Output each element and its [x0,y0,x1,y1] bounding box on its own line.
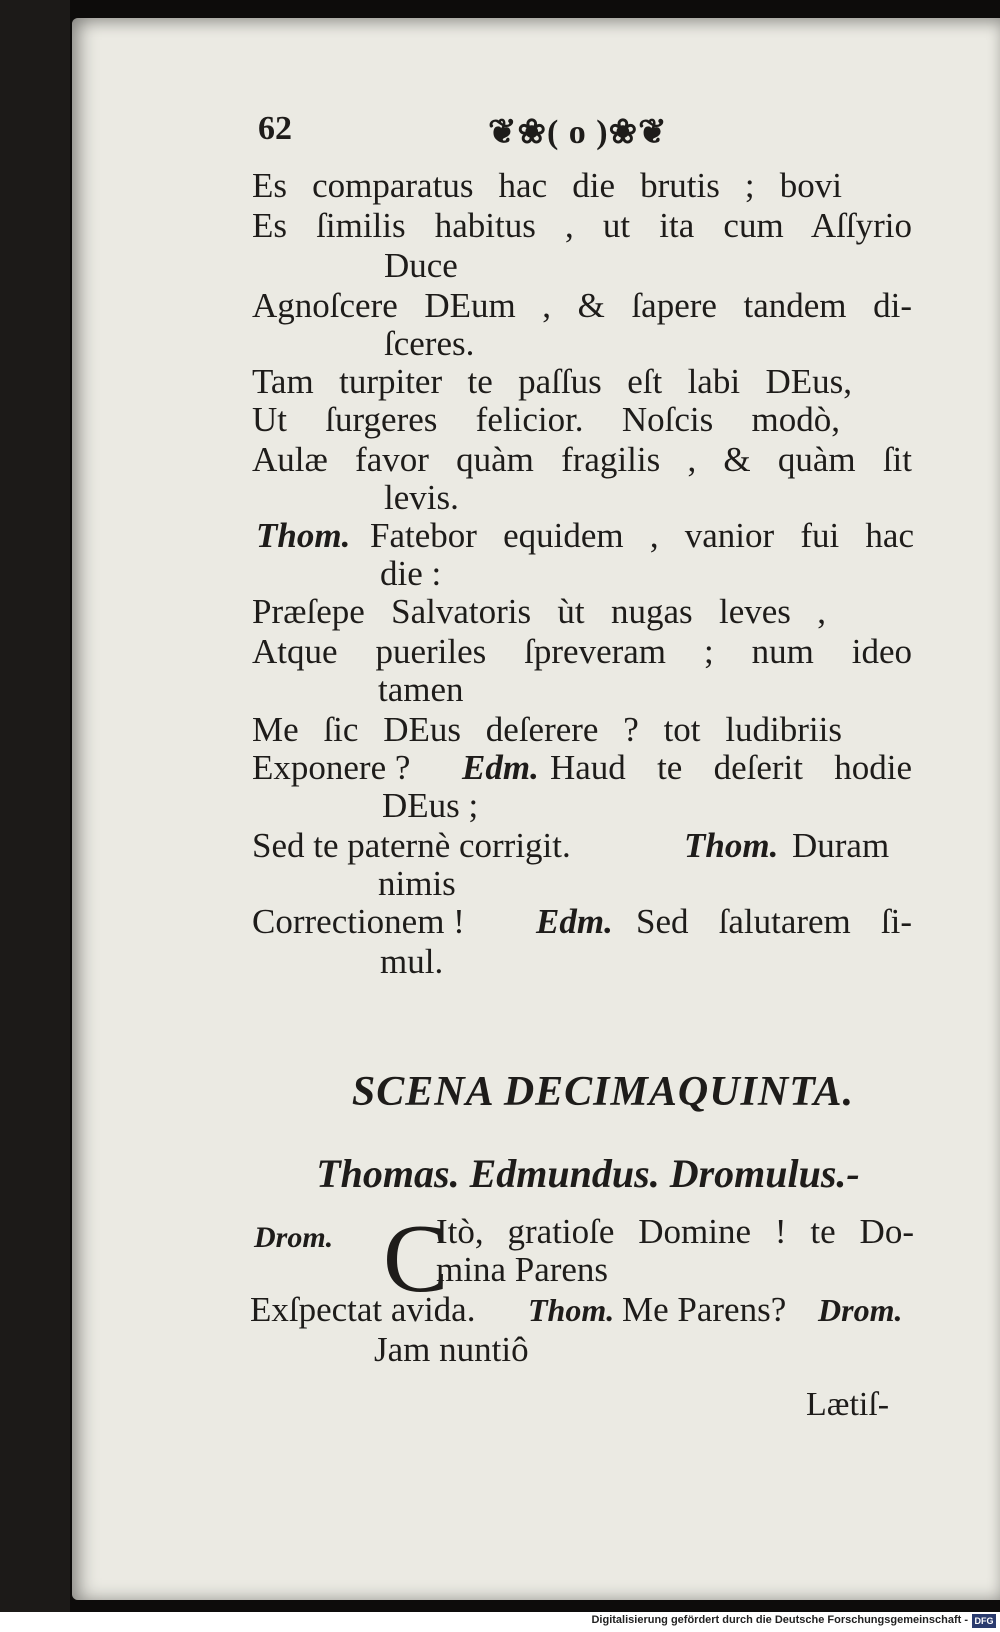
verse-line: Me Parens? [622,1290,787,1329]
verse-line: Tam turpiter te paſſus eſt labi DEus, [252,362,852,401]
header-ornament: ❦❀( o )❀❦ [488,114,668,151]
speaker-drom: Drom. [818,1292,903,1328]
verse-line: Duram [792,826,890,865]
verse-line: Sed te paternè corrigit. [252,826,571,865]
verse-line: Es ſimilis habitus , ut ita cum Aſſyrio [252,206,912,245]
catchword: Lætiſ- [806,1386,890,1423]
verse-line: tamen [378,670,464,709]
speaker-edm: Edm. [536,902,613,941]
verse-line: Itò, gratioſe Domine ! te Do- [436,1212,914,1251]
verse-line: Me ſic DEus deſerere ? tot ludibriis [252,710,842,749]
verse-line: Exſpectat avida. [250,1290,476,1329]
verse-line: Præſepe Salvatoris ùt nugas leves , [252,592,826,631]
verse-line: Duce [384,246,458,285]
verse-line: Ut ſurgeres felicior. Noſcis modò, [252,400,840,439]
verse-line: Agnoſcere DEum , & ſapere tandem di- [252,286,912,325]
speaker-edm: Edm. [462,748,539,787]
verse-line: Exponere ? [252,748,411,787]
speaker-drom: Drom. [254,1221,334,1254]
speaker-thom: Thom. [684,826,779,865]
scene-title: SCENA DECIMAQUINTA. [351,1069,855,1115]
verse-line: mina Parens [436,1250,609,1289]
verse-line: Fatebor equidem , vanior fui hac [370,516,914,555]
verse-line: Sed ſalutarem ſi- [636,902,912,941]
verse-line: Atque pueriles ſpreveram ; num ideo [252,632,912,671]
verse-line: die : [380,554,442,593]
verse-line: ſceres. [384,324,475,363]
verse-line: nimis [378,864,456,903]
speaker-thom: Thom. [256,516,351,555]
page-number: 62 [258,110,292,147]
verse-line: Haud te deſerit hodie [550,748,912,787]
verse-line: Aulæ favor quàm fragilis , & quàm ſit [252,440,912,479]
verse-line: Correctionem ! [252,902,465,941]
drop-cap: C [383,1205,449,1313]
funding-note: Digitalisierung gefördert durch die Deutsche Forschungsgemeinschaft - [591,1614,968,1626]
verse-line: levis. [384,478,459,517]
verse-line: Jam nuntiô [374,1330,529,1369]
dfg-logo: DFG [972,1614,996,1628]
scene-characters: Thomas. Edmundus. Dromulus.- [316,1151,860,1196]
verse-line: mul. [380,942,444,981]
verse-line: Es comparatus hac die brutis ; bovi [252,166,842,205]
speaker-thom: Thom. [528,1292,615,1328]
verse-line: DEus ; [382,786,479,825]
